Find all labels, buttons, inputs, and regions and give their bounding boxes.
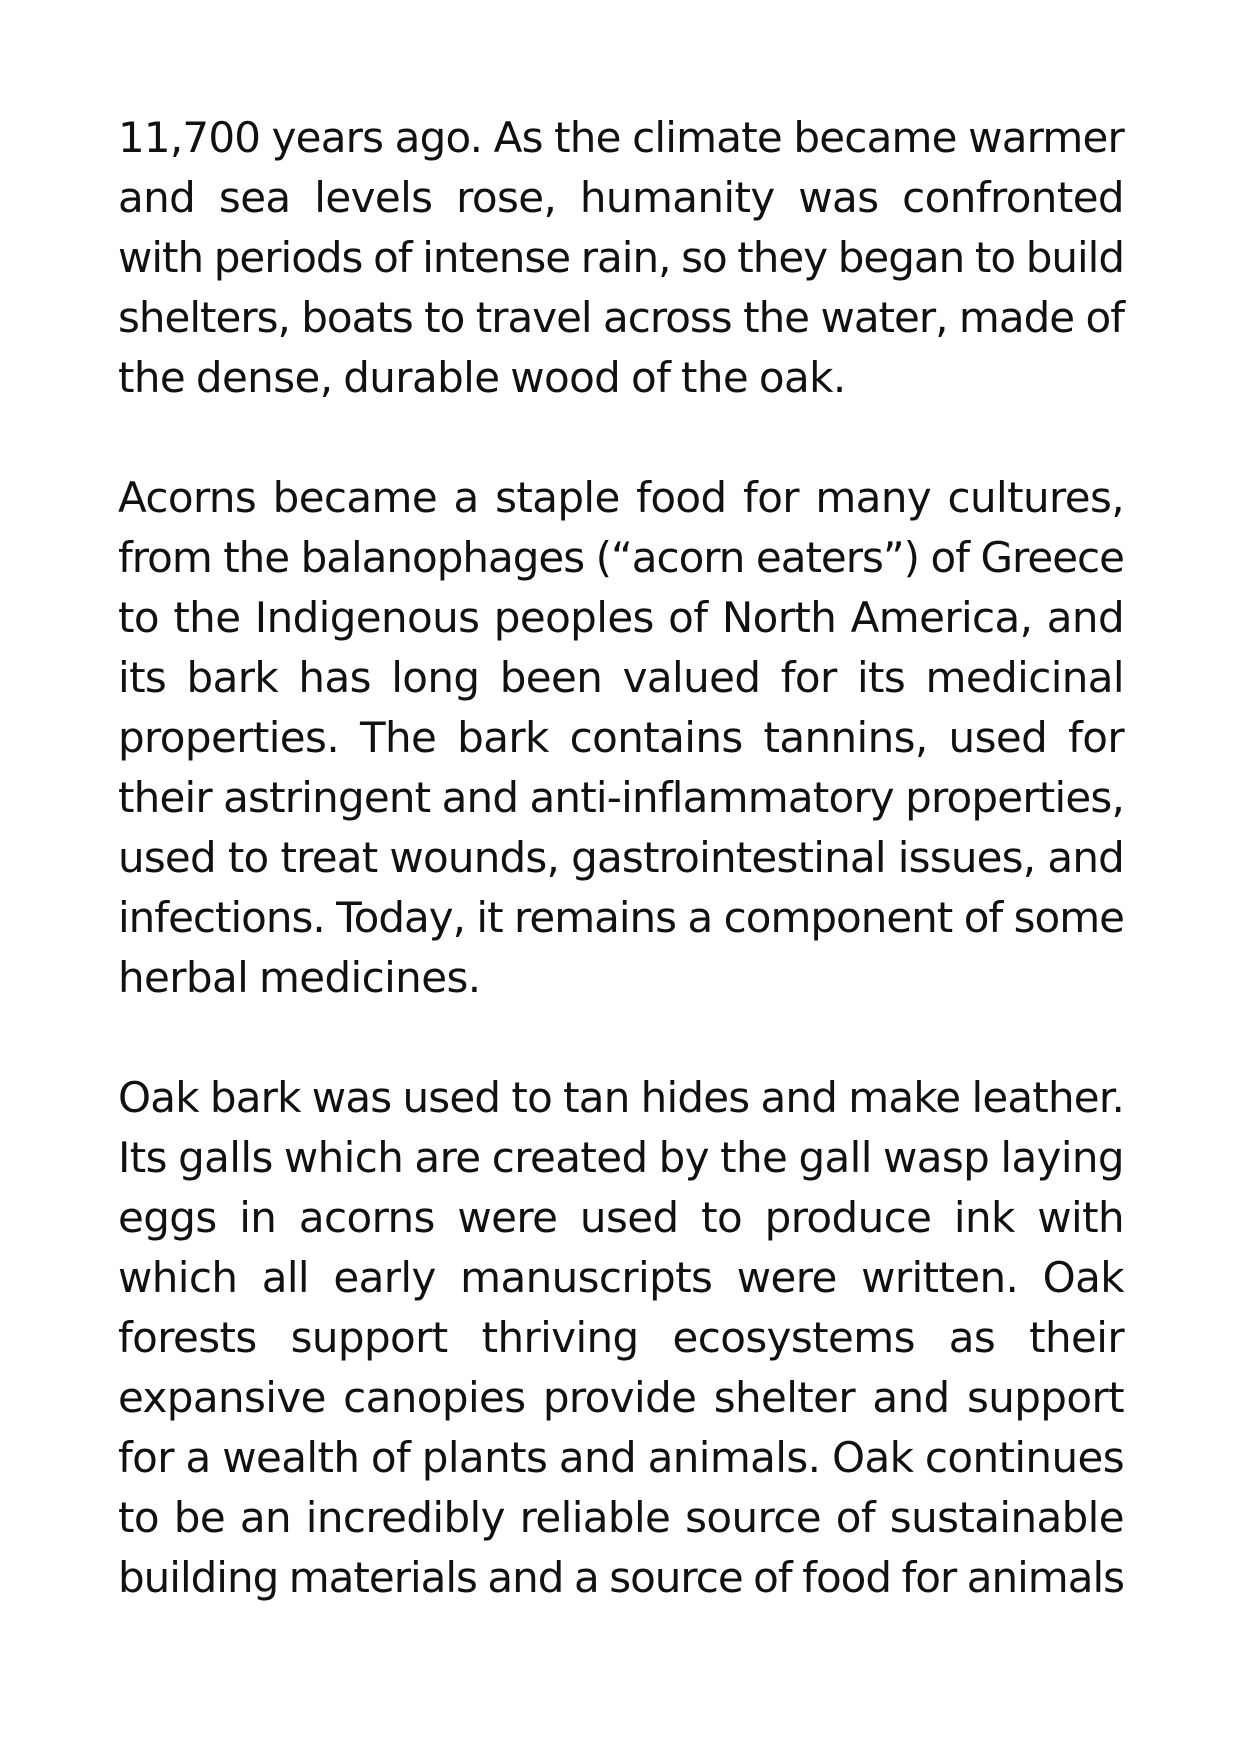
text-line: to be an incredibly reliable source of sustainable: [118, 1493, 1124, 1542]
text-line: Acorns became a staple food for many cultures,: [118, 473, 1124, 522]
text-line: properties. The bark contains tannins, used for: [118, 713, 1124, 762]
text-line: and sea levels rose, humanity was confronted: [118, 173, 1124, 222]
text-line: used to treat wounds, gastrointestinal issues, and: [118, 833, 1124, 882]
text-line: Its galls which are created by the gall wasp laying: [118, 1133, 1124, 1182]
body-text: [118, 108, 1124, 1608]
text-line: the dense, durable wood of the oak.: [118, 353, 846, 402]
text-line: Oak bark was used to tan hides and make leather.: [118, 1073, 1124, 1122]
paragraph-1: [118, 108, 1124, 408]
text-line: expansive canopies provide shelter and support: [118, 1373, 1124, 1422]
text-line: infections. Today, it remains a component of some: [118, 893, 1124, 942]
text-line: forests support thriving ecosystems as their: [118, 1313, 1124, 1362]
text-line: shelters, boats to travel across the water, made of: [118, 293, 1124, 342]
text-line: with periods of intense rain, so they began to build: [118, 233, 1124, 282]
paragraph-2: [118, 468, 1124, 1008]
text-line: which all early manuscripts were written. Oak: [118, 1253, 1124, 1302]
text-line: their astringent and anti-inflammatory properties,: [118, 773, 1124, 822]
text-line: building materials and a source of food for animals: [118, 1553, 1124, 1602]
text-line: herbal medicines.: [118, 953, 481, 1002]
text-line: eggs in acorns were used to produce ink with: [118, 1193, 1124, 1242]
text-line: 11,700 years ago. As the climate became warmer: [118, 113, 1124, 162]
text-line: to the Indigenous peoples of North America, and: [118, 593, 1124, 642]
text-line: from the balanophages (“acorn eaters”) of Greece: [118, 533, 1124, 582]
text-line: for a wealth of plants and animals. Oak continues: [118, 1433, 1124, 1482]
paragraph-3: [118, 1068, 1124, 1608]
text-line: its bark has long been valued for its medicinal: [118, 653, 1124, 702]
